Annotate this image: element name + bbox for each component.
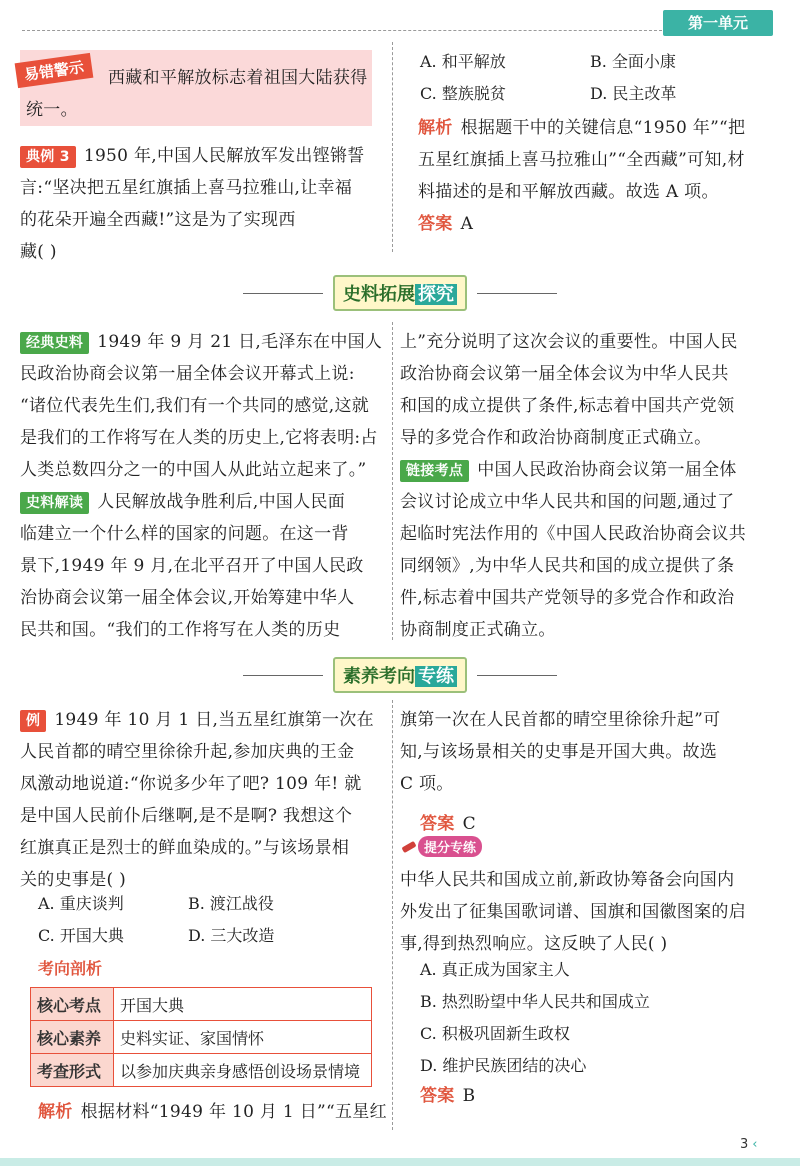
option-b: B. 渡江战役 xyxy=(188,894,274,913)
core-table xyxy=(30,987,372,1087)
warning-line2: 统一。 xyxy=(26,100,78,120)
option-d: D. 三大改造 xyxy=(188,926,275,945)
footer-bar xyxy=(0,1158,800,1166)
section-title-2 xyxy=(0,657,800,693)
option-d: D. 民主改革 xyxy=(590,84,677,103)
answer-value: A xyxy=(460,214,474,234)
example3-line: 言:“坚决把五星红旗插上喜马拉雅山,让幸福 xyxy=(20,178,353,198)
warning-line1: 西藏和平解放标志着祖国大陆获得 xyxy=(108,68,368,88)
answer-value: B xyxy=(462,1086,476,1106)
title-line-right xyxy=(477,293,557,294)
option-b: B. 热烈盼望中华人民共和国成立 xyxy=(420,992,650,1011)
option-c: C. 整族脱贫 xyxy=(420,84,506,103)
practice-options xyxy=(420,954,780,1082)
title-line-right xyxy=(477,675,557,676)
answer-label: 答案 xyxy=(420,814,455,834)
column-divider xyxy=(392,700,393,1130)
example-analysis-right: 旗第一次在人民首都的晴空里徐徐升起”可 知,与该场景相关的史事是开国大典。故选 C 项。 答案 C xyxy=(400,710,721,834)
section-title-1 xyxy=(0,275,800,311)
column-divider xyxy=(392,322,393,640)
example-analysis-left: 解析 根据材料“1949 年 10 月 1 日”“五星红 xyxy=(38,1102,387,1122)
pen-icon xyxy=(401,840,416,852)
title-line-left xyxy=(243,675,323,676)
example3-analysis: 解析 根据题干中的关键信息“1950 年”“把 五星红旗插上喜马拉雅山”“全西藏”可知,材 料描述的是和平解放西藏。故选 A 项。 答案 A xyxy=(418,118,746,234)
option-c: C. 开国大典 xyxy=(38,926,124,945)
option-a: A. 和平解放 xyxy=(420,52,506,71)
chevron-left-icon: ‹ xyxy=(752,1137,758,1152)
example3-line: 典例 3 1950 年,中国人民解放军发出铿锵誓 xyxy=(20,140,380,172)
analysis-label: 解析 xyxy=(418,118,453,138)
link-tag: 链接考点 xyxy=(400,460,469,482)
core-table-wrap xyxy=(30,987,372,1087)
example-tag: 例 xyxy=(20,710,46,732)
interpret-tag: 史料解读 xyxy=(20,492,89,514)
answer-label: 答案 xyxy=(418,214,453,234)
classic-tag: 经典史料 xyxy=(20,332,89,354)
practice-question: 中华人民共和国成立前,新政协筹备会向国内 外发出了征集国歌词谱、国旗和国徽图案的启 事,得到热烈响应。这反映了人民( ) xyxy=(400,870,746,954)
answer-label: 答案 xyxy=(420,1086,455,1106)
option-d: D. 维护民族团结的决心 xyxy=(420,1056,587,1075)
interpretation-continued: 上”充分说明了这次会议的重要性。中国人民 政治协商会议第一届全体会议为中华人民共 和国的成立提供了条件,标志着中国共产党领 导的多党合作和政治协商制度正式确立。 xyxy=(400,332,738,448)
table-row: 核心素养 史料实证、家国情怀 xyxy=(31,1021,372,1054)
warning-box xyxy=(20,50,372,126)
table-row: 考查形式 以参加庆典亲身感悟创设场景情境 xyxy=(31,1054,372,1087)
warning-tag-text: 易错警示 xyxy=(23,57,86,85)
direction-label: 考向剖析 xyxy=(38,959,103,978)
option-c: C. 积极巩固新生政权 xyxy=(420,1024,570,1043)
section-title-box: 史料拓展 探究 xyxy=(333,275,467,311)
practice-tag: 提分专练 xyxy=(402,836,482,857)
example3-line: 的花朵开遍全西藏!”这是为了实现西 xyxy=(20,210,296,230)
example-options xyxy=(38,888,378,952)
link-exam-point: 链接考点 中国人民政治协商会议第一届全体 会议讨论成立中华人民共和国的问题,通过了 起临时宪法作用的《中国人民政治协商会议共 同纲领》,为中华人民共和国的成立提供了条 件,标志着中国共产党领导的多党合作和政治 协商制度正式确立。 xyxy=(400,460,746,640)
classic-material: 经典史料 1949 年 9 月 21 日,毛泽东在中国人 民政治协商会议第一届全体会议开幕式上说: “诸位代表先生们,我们有一个共同的感觉,这就 是我们的工作将写在人类的历史上,它将表明:占 人类总数四分之一的中国人从此站立起来了。” xyxy=(20,332,383,480)
section-title-box: 素养考向 专练 xyxy=(333,657,467,693)
interpretation: 史料解读 人民解放战争胜利后,中国人民面 临建立一个什么样的国家的问题。在这一背 景下,1949 年 9 月,在北平召开了中国人民政 治协商会议第一届全体会议,开始筹建中华人 民共和国。“我们的工作将写在人类的历史 xyxy=(20,492,364,640)
answer-value: C xyxy=(462,814,476,834)
column-divider xyxy=(392,42,393,252)
page-number: 3 ‹ xyxy=(740,1137,758,1152)
example3-line: 藏( ) xyxy=(20,242,57,262)
option-b: B. 全面小康 xyxy=(590,52,676,71)
example3-tag: 典例 3 xyxy=(20,146,76,168)
option-a: A. 真正成为国家主人 xyxy=(420,960,570,979)
example-block: 例 1949 年 10 月 1 日,当五星红旗第一次在 人民首都的晴空里徐徐升起,参加庆典的王金 凤激动地说道:“你说多少年了吧? 109 年! 就 是中国人民前仆后继啊,是不是啊? 我想这个 红旗真正是烈士的鲜血染成的。”与该场景相 关的史事是( ) xyxy=(20,710,374,890)
table-row: 核心考点 开国大典 xyxy=(31,988,372,1021)
header-rule xyxy=(22,30,662,31)
analysis-label: 解析 xyxy=(38,1102,73,1122)
unit-badge xyxy=(663,10,773,36)
practice-answer xyxy=(420,1080,475,1112)
example3-options xyxy=(420,46,780,110)
warning-tag xyxy=(15,53,94,88)
title-line-left xyxy=(243,293,323,294)
unit-label: 第一单元 xyxy=(687,14,748,32)
example3-block xyxy=(20,140,380,268)
option-a: A. 重庆谈判 xyxy=(38,894,124,913)
